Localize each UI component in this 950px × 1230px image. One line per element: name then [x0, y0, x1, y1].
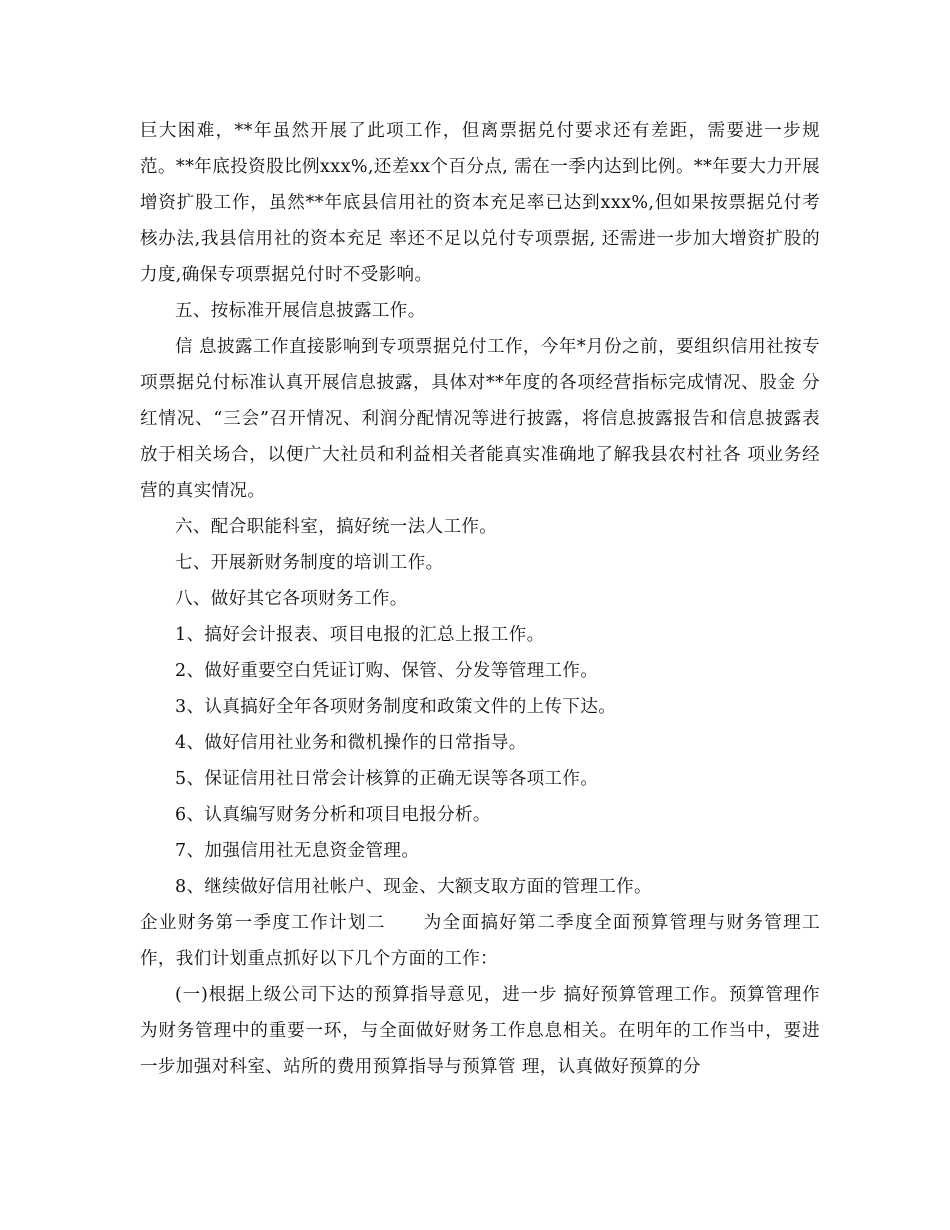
list-item-8: 8、继续做好信用社帐户、现金、大额支取方面的管理工作。 — [175, 877, 652, 897]
list-item-6: 6、认真编写财务分析和项目电报分析。 — [175, 805, 491, 825]
paragraph-capital-increase: 巨大困难，**年虽然开展了此项工作，但离票据兑付要求还有差距，需要进一步规范。**年底投资股比例xxx%,还差xx个百分点, 需在一季内达到比例。**年要大力开展增资扩股工作，虽然**年底县信用社的资本充足率已达到xxx%,但如果按票据兑付考核办法,我县信用社的资本充足 率还不足以兑付专项票据, 还需进一步加大增资扩股的力度,确保专项票据兑付时不受影响。 — [140, 121, 820, 285]
paragraph-budget-management: (一)根据上级公司下达的预算指导意见，进一步 搞好预算管理工作。预算管理作为财务管理中的重要一环，与全面做好财务工作息息相关。在明年的工作当中，要进一步加强对科室、站所的费用预算指导与预算管 理，认真做好预算的分 — [140, 985, 820, 1077]
list-item-1: 1、搞好会计报表、项目电报的汇总上报工作。 — [175, 625, 545, 645]
paragraph-disclosure-detail: 信 息披露工作直接影响到专项票据兑付工作，今年*月份之前，要组织信用社按专项票据兑付标准认真开展信息披露，具体对**年度的各项经营指标完成情况、股金 分红情况、“三会”召开情况、利润分配情况等进行披露，将信息披露报告和信息披露表放于相关场合，以便广大社员和利益相关者能真实准确地了解我县农村社各 项业务经营的真实情况。 — [140, 337, 820, 501]
list-item-2: 2、做好重要空白凭证订购、保管、分发等管理工作。 — [175, 661, 599, 681]
heading-section-8-other-work: 八、做好其它各项财务工作。 — [175, 589, 408, 609]
paragraph-plan-two-intro: 企业财务第一季度工作计划二 为全面搞好第二季度全面预算管理与财务管理工作，我们计划重点抓好以下几个方面的工作： — [140, 913, 820, 969]
list-item-5: 5、保证信用社日常会计核算的正确无误等各项工作。 — [175, 769, 599, 789]
list-item-4: 4、做好信用社业务和微机操作的日常指导。 — [175, 733, 527, 753]
heading-section-6-legal-person: 六、配合职能科室，搞好统一法人工作。 — [175, 517, 498, 537]
heading-section-7-training: 七、开展新财务制度的培训工作。 — [175, 553, 444, 573]
document-body — [140, 113, 820, 1085]
heading-section-5-disclosure: 五、按标准开展信息披露工作。 — [175, 301, 426, 321]
list-item-3: 3、认真搞好全年各项财务制度和政策文件的上传下达。 — [175, 697, 617, 717]
list-item-7: 7、加强信用社无息资金管理。 — [175, 841, 420, 861]
